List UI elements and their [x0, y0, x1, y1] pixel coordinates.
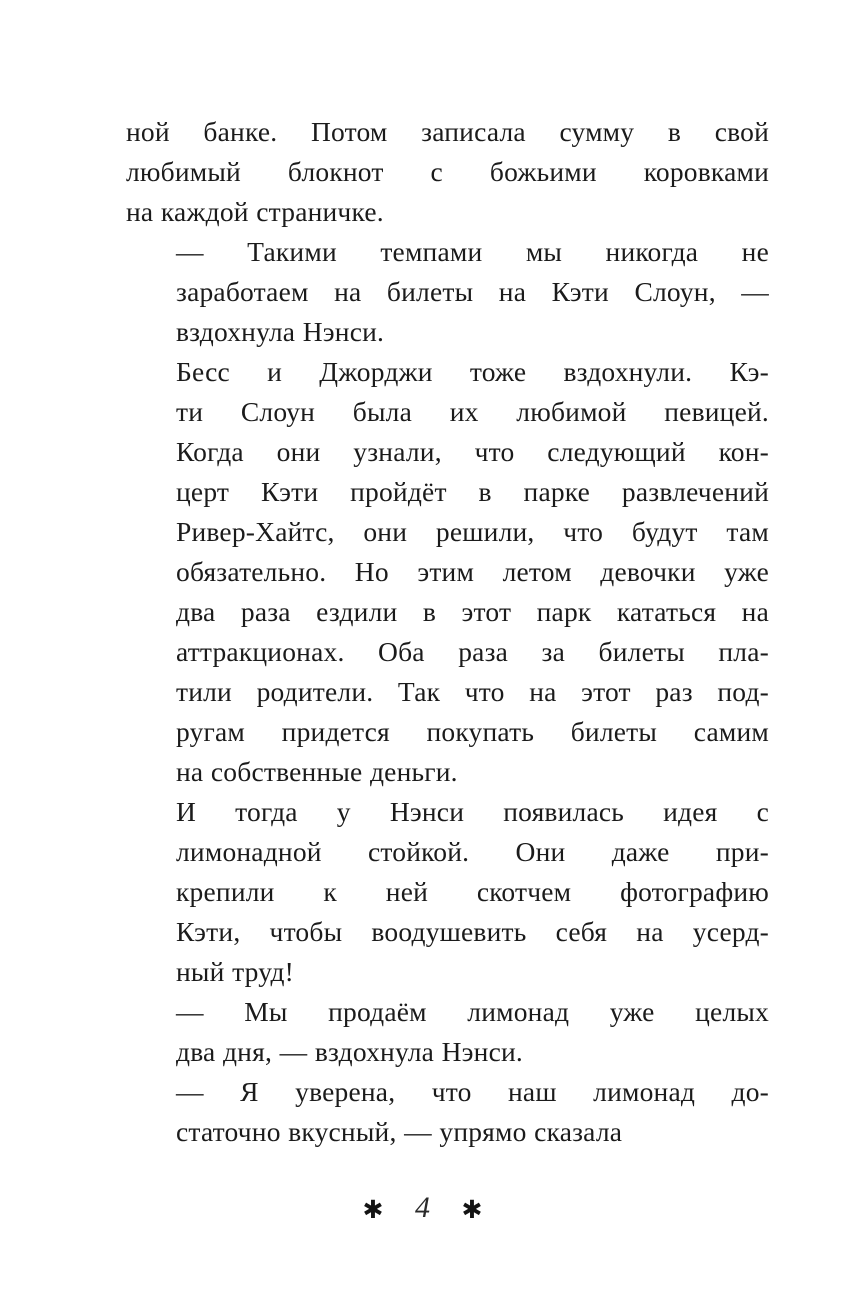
- paragraph: [126, 992, 769, 1072]
- text-line: — Я уверена, что наш лимонад до-: [176, 1076, 769, 1107]
- paragraph: [126, 232, 769, 352]
- text-line: Ривер-Хайтс, они решили, что будут там: [176, 516, 769, 547]
- text-line: ный труд!: [176, 956, 294, 987]
- asterisk-ornament-right-icon: ✱: [461, 1194, 483, 1224]
- text-line: любимый блокнот с божьими коровками: [126, 156, 769, 187]
- text-line: тили родители. Так что на этот раз под-: [176, 676, 769, 707]
- text-line: вздохнула Нэнси.: [176, 316, 385, 347]
- paragraph: [126, 112, 769, 232]
- text-line: крепили к ней скотчем фотографию: [176, 876, 769, 907]
- asterisk-ornament-left-icon: ✱: [362, 1194, 384, 1224]
- text-line: Когда они узнали, что следующий кон-: [176, 436, 769, 467]
- text-line: Бесс и Джорджи тоже вздохнули. Кэ-: [176, 356, 769, 387]
- text-line: И тогда у Нэнси появилась идея с: [176, 796, 769, 827]
- page-footer: [0, 1193, 845, 1223]
- page-text-block: [126, 112, 769, 1152]
- page-number: 4: [415, 1191, 430, 1224]
- paragraph: [126, 352, 769, 792]
- text-line: два дня, — вздохнула Нэнси.: [176, 1036, 523, 1067]
- text-line: два раза ездили в этот парк кататься на: [176, 596, 769, 627]
- text-line: — Такими темпами мы никогда не: [176, 236, 769, 267]
- paragraph: [126, 792, 769, 992]
- text-line: аттракционах. Оба раза за билеты пла-: [176, 636, 769, 667]
- text-line: Кэти, чтобы воодушевить себя на усерд-: [176, 916, 769, 947]
- text-line: — Мы продаём лимонад уже целых: [176, 996, 769, 1027]
- text-line: на каждой страничке.: [126, 196, 384, 227]
- text-line: обязательно. Но этим летом девочки уже: [176, 556, 769, 587]
- text-line: ти Слоун была их любимой певицей.: [176, 396, 769, 427]
- text-line: статочно вкусный, — упрямо сказала: [176, 1116, 623, 1147]
- text-line: ругам придется покупать билеты самим: [176, 716, 769, 747]
- text-line: церт Кэти пройдёт в парке развлечений: [176, 476, 769, 507]
- text-line: заработаем на билеты на Кэти Слоун, —: [176, 276, 769, 307]
- text-line: ной банке. Потом записала сумму в свой: [126, 116, 769, 147]
- text-line: на собственные деньги.: [176, 756, 458, 787]
- text-line: лимонадной стойкой. Они даже при-: [176, 836, 769, 867]
- paragraph: [126, 1072, 769, 1152]
